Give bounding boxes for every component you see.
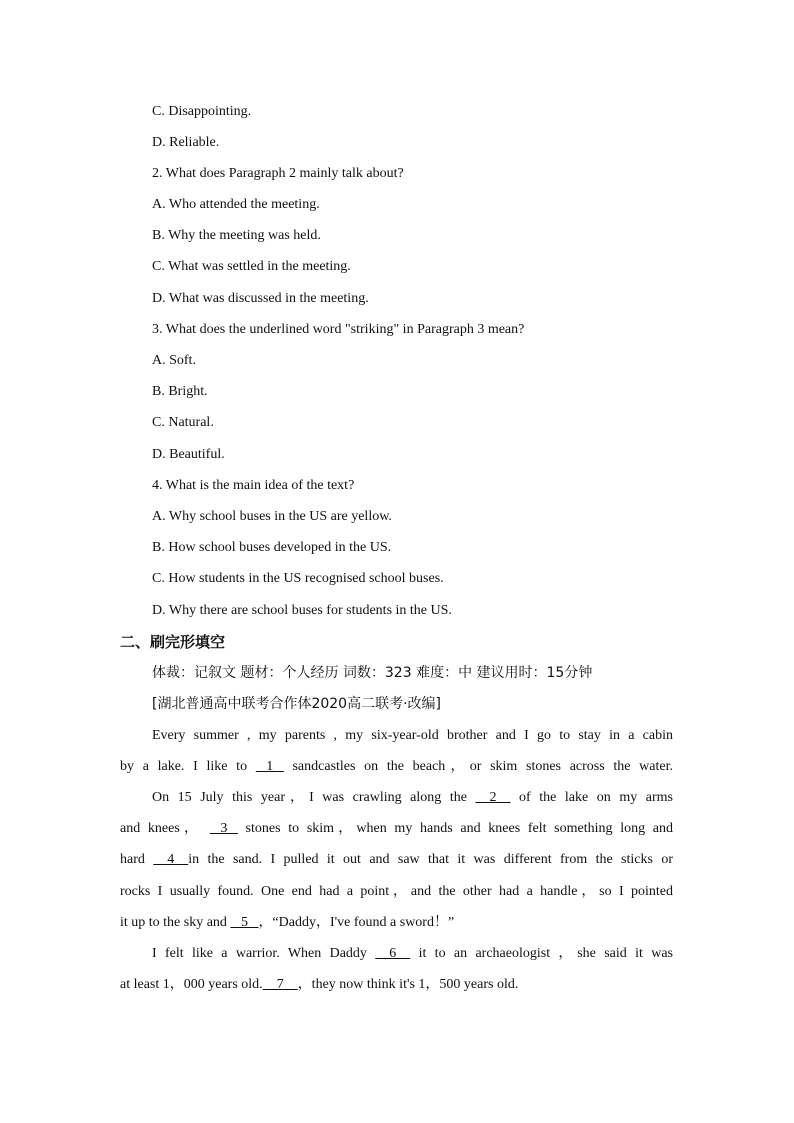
passage-text: by a lake. I like to: [120, 759, 256, 774]
question-2-option-a: A. Who attended the meeting.: [152, 197, 320, 212]
question-3-option-d: D. Beautiful.: [152, 447, 225, 462]
passage-text: stones to skim，when my hands and knees felt something long and: [237, 821, 673, 836]
passage-text: of the lake on my arms: [510, 790, 673, 805]
question-3-option-c: C. Natural.: [152, 415, 214, 430]
section-source: [湖北普通高中联考合作体2020高二联考·改编]: [152, 696, 442, 712]
blank-6: 6: [375, 946, 411, 961]
question-4-option-d: D. Why there are school buses for students in the US.: [152, 603, 452, 618]
passage-text: ，“Daddy，I've found a sword！”: [258, 915, 455, 930]
question-4-option-a: A. Why school buses in the US are yellow.: [152, 509, 392, 524]
blank-7: 7: [262, 977, 298, 992]
question-3: 3. What does the underlined word "striking" in Paragraph 3 mean?: [152, 322, 525, 337]
passage-line: [120, 976, 673, 994]
passage-line: [120, 820, 673, 838]
passage-text: I felt like a warrior. When Daddy: [152, 946, 376, 961]
passage-line: [120, 758, 673, 776]
blank-4: 4: [153, 852, 189, 867]
blank-3: 3: [209, 821, 238, 836]
blank-5: 5: [230, 915, 259, 930]
passage-text: On 15 July this year，I was crawling along the: [152, 790, 476, 805]
question-4: 4. What is the main idea of the text?: [152, 478, 355, 493]
blank-1: 1: [255, 759, 284, 774]
section-heading: 二、刷完形填空: [120, 633, 226, 651]
passage-text: and knees，: [120, 821, 210, 836]
question-2-option-d: D. What was discussed in the meeting.: [152, 291, 369, 306]
passage-text: sandcastles on the beach，or skim stones across the water.: [283, 759, 673, 774]
question-2-option-b: B. Why the meeting was held.: [152, 228, 321, 243]
option-d-reliable: D. Reliable.: [152, 135, 220, 150]
passage-line: [152, 945, 673, 963]
section-meta: 体裁：记叙文 题材：个人经历 词数：323 难度：中 建议用时：15分钟: [152, 665, 593, 681]
blank-2: 2: [475, 790, 511, 805]
passage-text: at least 1，000 years old.: [120, 977, 263, 992]
passage-line: [152, 789, 673, 807]
passage-text: in the sand. I pulled it out and saw that it was different from the sticks or: [188, 852, 673, 867]
passage-text: it to an archaeologist ，she said it was: [410, 946, 673, 961]
passage-text: hard: [120, 852, 154, 867]
passage-line: rocks I usually found. One end had a point，and the other had a handle，so I pointed: [120, 884, 673, 899]
question-3-option-a: A. Soft.: [152, 353, 196, 368]
question-2: 2. What does Paragraph 2 mainly talk about?: [152, 166, 404, 181]
question-2-option-c: C. What was settled in the meeting.: [152, 259, 351, 274]
passage-line: [120, 914, 673, 932]
question-4-option-c: C. How students in the US recognised school buses.: [152, 571, 444, 586]
passage-text: it up to the sky and: [120, 915, 231, 930]
question-4-option-b: B. How school buses developed in the US.: [152, 540, 392, 555]
option-c-disappointing: C. Disappointing.: [152, 104, 252, 119]
passage-line: Every summer , my parents , my six-year-old brother and I go to stay in a cabin: [152, 728, 673, 743]
passage-text: ，they now think it's 1，500 years old.: [297, 977, 519, 992]
passage-line: [120, 851, 673, 869]
question-3-option-b: B. Bright.: [152, 384, 208, 399]
